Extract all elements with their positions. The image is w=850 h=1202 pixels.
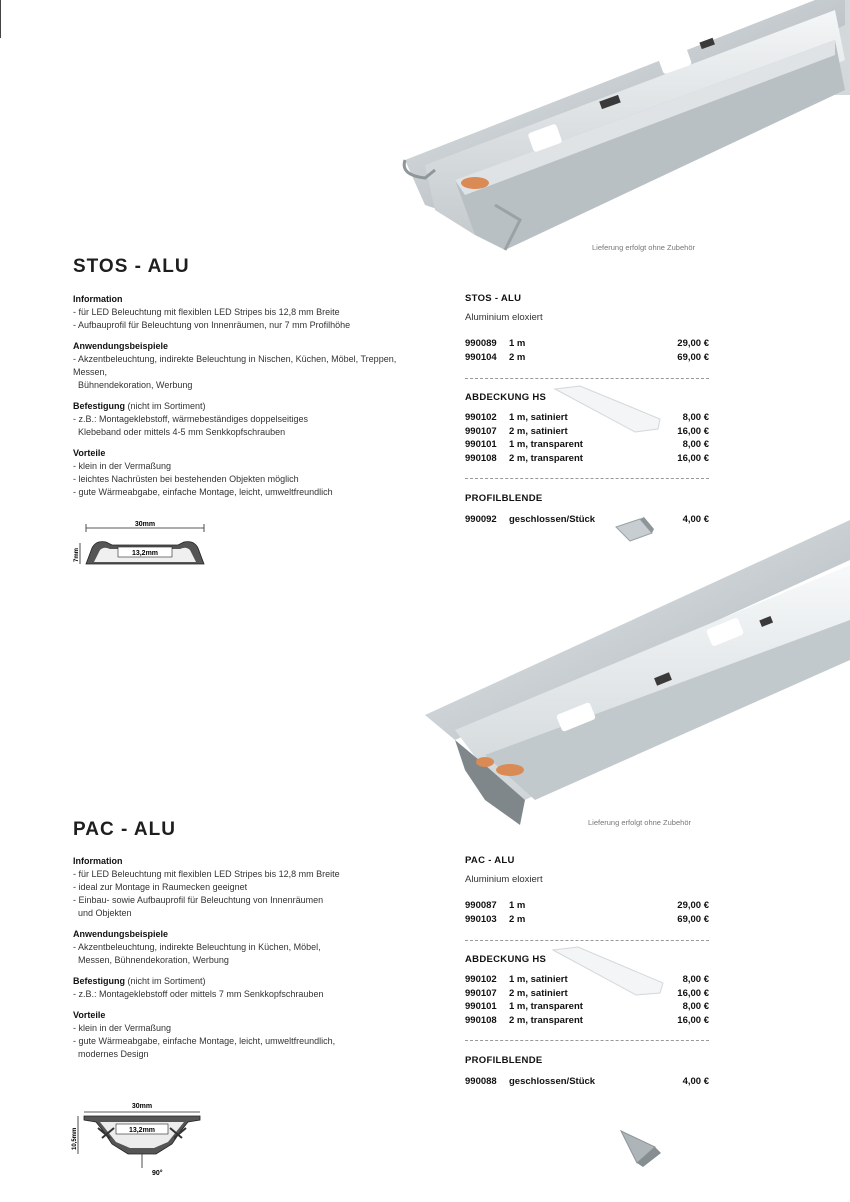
- pac-befestigung-note: (nicht im Sortiment): [127, 976, 206, 986]
- stos-cover-thumbnail: [550, 384, 665, 434]
- article-code: 990088: [465, 1076, 497, 1087]
- article-code: 990107: [465, 425, 497, 437]
- stos-befestigung-note: (nicht im Sortiment): [127, 401, 206, 411]
- info-line: - Akzentbeleuchtung, indirekte Beleuchtung in Nischen, Küchen, Möbel, Treppen, Messen,: [73, 354, 397, 377]
- article-code: 990104: [465, 351, 497, 363]
- pac-height-label: 10,5mm: [72, 1127, 78, 1150]
- article-desc: 2 m: [509, 351, 526, 363]
- article-price: 8,00 €: [682, 439, 709, 450]
- pac-cover-thumbnail: [548, 945, 668, 997]
- stos-photo-caption: Lieferung erfolgt ohne Zubehör: [592, 243, 695, 252]
- article-desc: geschlossen/Stück: [509, 1076, 596, 1087]
- table-row: [465, 1000, 709, 1014]
- article-code: 990102: [465, 974, 497, 985]
- stos-befestigung-head: Befestigung: [73, 401, 126, 411]
- article-price: 4,00 €: [682, 1076, 709, 1087]
- article-price: 16,00 €: [677, 425, 709, 437]
- pac-price-header: PAC - ALU: [465, 855, 515, 866]
- article-code: 990102: [465, 412, 497, 423]
- article-code: 990092: [465, 514, 497, 525]
- stos-price-header: STOS - ALU: [465, 293, 522, 304]
- article-code: 990101: [465, 1001, 497, 1012]
- table-row: [465, 351, 709, 365]
- article-code: 990108: [465, 452, 497, 464]
- article-price: 29,00 €: [677, 338, 709, 349]
- table-row: [465, 337, 709, 351]
- article-price: 16,00 €: [677, 987, 709, 999]
- article-price: 69,00 €: [677, 351, 709, 363]
- pac-cover-header: ABDECKUNG HS: [465, 954, 547, 965]
- stos-product-photo: [395, 0, 845, 255]
- article-price: 29,00 €: [677, 900, 709, 911]
- article-price: 16,00 €: [677, 452, 709, 464]
- info-line: modernes Design: [78, 1049, 149, 1059]
- article-desc: 2 m, satiniert: [509, 425, 568, 437]
- stos-inner-label: 13,2mm: [131, 550, 159, 557]
- info-line: - klein in der Vermaßung: [73, 461, 172, 471]
- pac-inner-label: 13,2mm: [128, 1127, 156, 1134]
- pac-width-label: 30mm: [131, 1103, 153, 1110]
- info-line: - gute Wärmeabgabe, einfache Montage, leicht, umweltfreundlich,: [73, 1036, 336, 1046]
- info-line: - klein in der Vermaßung: [73, 1023, 172, 1033]
- article-code: 990108: [465, 1014, 497, 1026]
- info-line: - ideal zur Montage in Raumecken geeignet: [73, 882, 248, 892]
- info-line: - z.B.: Montageklebstoff oder mittels 7 mm Senkkopfschrauben: [73, 989, 324, 999]
- table-row: [465, 913, 709, 927]
- info-line: - für LED Beleuchtung mit flexiblen LED Stripes bis 12,8 mm Breite: [73, 307, 340, 317]
- article-price: 4,00 €: [682, 514, 709, 525]
- article-code: 990107: [465, 987, 497, 999]
- info-line: Messen, Bühnendekoration, Werbung: [78, 955, 229, 965]
- stos-cover-header: ABDECKUNG HS: [465, 392, 547, 403]
- article-code: 990087: [465, 900, 497, 911]
- info-line: und Objekten: [78, 908, 132, 918]
- info-line: - Akzentbeleuchtung, indirekte Beleuchtung in Küchen, Möbel,: [73, 942, 321, 952]
- article-price: 8,00 €: [682, 412, 709, 423]
- article-price: 16,00 €: [677, 1014, 709, 1026]
- info-line: - für LED Beleuchtung mit flexiblen LED Stripes bis 12,8 mm Breite: [73, 869, 340, 879]
- table-row: [465, 899, 709, 913]
- pac-photo-caption: Lieferung erfolgt ohne Zubehör: [588, 818, 691, 827]
- article-desc: 2 m, satiniert: [509, 987, 568, 999]
- table-row: [465, 438, 709, 452]
- crop-mark: [0, 0, 1, 38]
- table-row: [465, 452, 709, 466]
- stos-info-block: [73, 293, 413, 507]
- info-line: - leichtes Nachrüsten bei bestehenden Objekten möglich: [73, 474, 299, 484]
- stos-width-label: 30mm: [134, 521, 156, 528]
- article-desc: 1 m, transparent: [509, 1001, 583, 1012]
- article-desc: geschlossen/Stück: [509, 514, 596, 525]
- article-desc: 1 m: [509, 900, 526, 911]
- pac-product-photo: [425, 500, 850, 830]
- info-line: - Einbau- sowie Aufbauprofil für Beleuchtung von Innenräumen: [73, 895, 324, 905]
- pac-vorteile-head: Vorteile: [73, 1010, 106, 1020]
- article-code: 990101: [465, 439, 497, 450]
- info-line: Klebeband oder mittels 4-5 mm Senkkopfschrauben: [78, 427, 286, 437]
- stos-blende-header: PROFILBLENDE: [465, 493, 543, 504]
- article-price: 69,00 €: [677, 913, 709, 925]
- article-desc: 1 m, satiniert: [509, 974, 568, 985]
- article-desc: 1 m: [509, 338, 526, 349]
- article-price: 8,00 €: [682, 974, 709, 985]
- pac-blende-header: PROFILBLENDE: [465, 1055, 543, 1066]
- stos-anwendung-head: Anwendungsbeispiele: [73, 341, 169, 351]
- pac-material: Aluminium eloxiert: [465, 874, 543, 885]
- pac-angle-label: 90°: [152, 1170, 163, 1177]
- article-desc: 2 m, transparent: [509, 452, 583, 464]
- info-line: Bühnendekoration, Werbung: [78, 380, 193, 390]
- stos-title: STOS - ALU: [73, 256, 190, 277]
- stos-material: Aluminium eloxiert: [465, 312, 543, 323]
- pac-anwendung-head: Anwendungsbeispiele: [73, 929, 169, 939]
- stos-information-head: Information: [73, 294, 123, 304]
- info-line: - gute Wärmeabgabe, einfache Montage, leicht, umweltfreundlich: [73, 487, 333, 497]
- stos-height-label: 7mm: [74, 547, 80, 562]
- article-desc: 1 m, transparent: [509, 439, 583, 450]
- stos-vorteile-head: Vorteile: [73, 448, 106, 458]
- article-desc: 2 m, transparent: [509, 1014, 583, 1026]
- article-desc: 2 m: [509, 913, 526, 925]
- stos-profile-drawing: [72, 518, 212, 570]
- article-code: 990103: [465, 913, 497, 925]
- article-price: 8,00 €: [682, 1001, 709, 1012]
- article-desc: 1 m, satiniert: [509, 412, 568, 423]
- pac-information-head: Information: [73, 856, 123, 866]
- info-line: - Aufbauprofil für Beleuchtung von Innenräumen, nur 7 mm Profilhöhe: [73, 320, 351, 330]
- pac-title: PAC - ALU: [73, 819, 176, 840]
- table-row: [465, 1014, 709, 1028]
- table-row: [465, 1075, 709, 1089]
- article-code: 990089: [465, 338, 497, 349]
- info-line: - z.B.: Montageklebstoff, wärmebeständiges doppelseitiges: [73, 414, 308, 424]
- pac-profile-drawing: [70, 1098, 220, 1178]
- pac-befestigung-head: Befestigung: [73, 976, 126, 986]
- pac-blende-thumbnail: [615, 1125, 665, 1170]
- pac-info-block: [73, 855, 413, 1069]
